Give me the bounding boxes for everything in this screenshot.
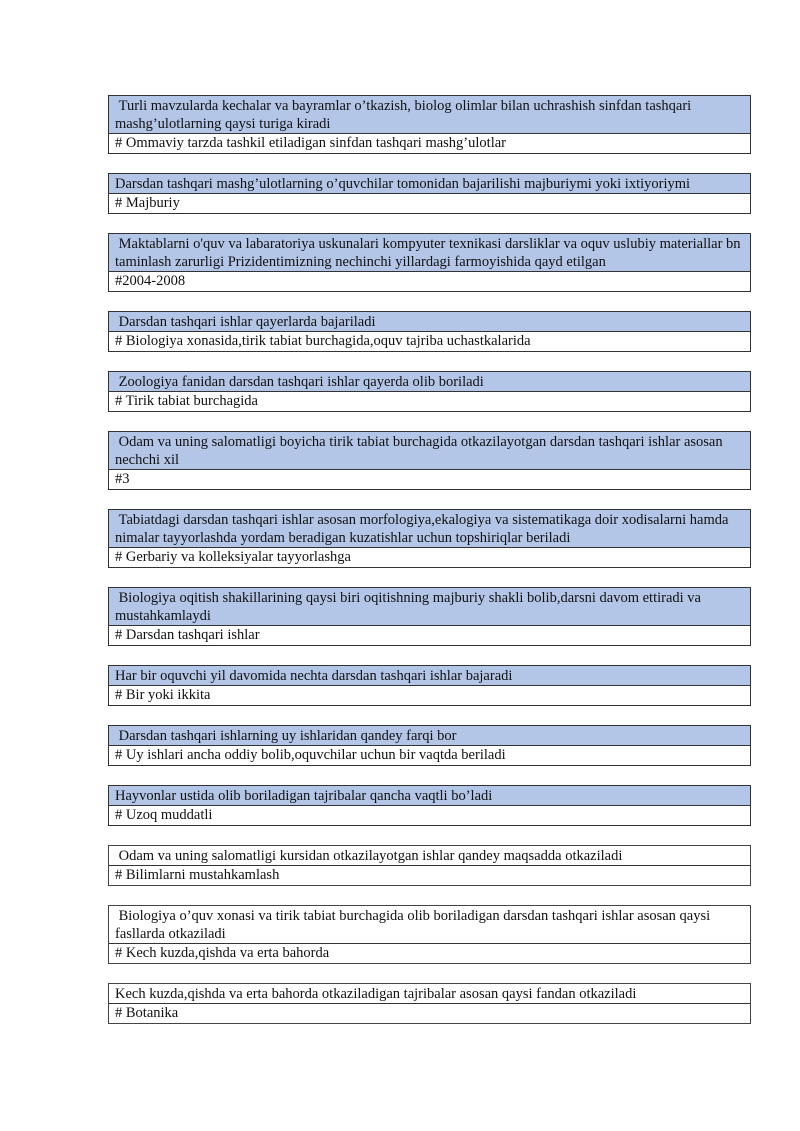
question-block — [108, 431, 751, 490]
question-block — [108, 785, 751, 826]
answer-text: # Gerbariy va kolleksiyalar tayyorlashga — [109, 548, 750, 567]
answer-text: # Tirik tabiat burchagida — [109, 392, 750, 411]
question-text: Zoologiya fanidan darsdan tashqari ishlar qayerda olib boriladi — [109, 372, 750, 392]
answer-text: #2004-2008 — [109, 272, 750, 291]
answer-text: # Majburiy — [109, 194, 750, 213]
question-block — [108, 311, 751, 352]
question-text: Darsdan tashqari ishlar qayerlarda bajariladi — [109, 312, 750, 332]
question-block — [108, 665, 751, 706]
question-block — [108, 845, 751, 886]
question-text: Biologiya oqitish shakillarining qaysi biri oqitishning majburiy shakli bolib,darsni davom ettiradi va mustahkamlaydi — [109, 588, 750, 626]
question-text: Hayvonlar ustida olib boriladigan tajribalar qancha vaqtli bo’ladi — [109, 786, 750, 806]
question-text: Maktablarni o'quv va labaratoriya uskunalari kompyuter texnikasi darsliklar va oquv uslubiy materiallar bn taminlash zarurligi Prizidentimizning nechinchi yillardagi farmoyishida qayd etilgan — [109, 234, 750, 272]
question-text: Odam va uning salomatligi kursidan otkazilayotgan ishlar qandey maqsadda otkaziladi — [109, 846, 750, 866]
answer-text: # Bir yoki ikkita — [109, 686, 750, 705]
answer-text: # Uzoq muddatli — [109, 806, 750, 825]
question-text: Odam va uning salomatligi boyicha tirik tabiat burchagida otkazilayotgan darsdan tashqari ishlar asosan nechchi xil — [109, 432, 750, 470]
qa-list — [108, 95, 751, 1043]
answer-text: # Uy ishlari ancha oddiy bolib,oquvchilar uchun bir vaqtda beriladi — [109, 746, 750, 765]
answer-text: #3 — [109, 470, 750, 489]
question-text: Darsdan tashqari ishlarning uy ishlaridan qandey farqi bor — [109, 726, 750, 746]
question-text: Har bir oquvchi yil davomida nechta darsdan tashqari ishlar bajaradi — [109, 666, 750, 686]
question-text: Kech kuzda,qishda va erta bahorda otkaziladigan tajribalar asosan qaysi fandan otkaziladi — [109, 984, 750, 1004]
question-block — [108, 509, 751, 568]
answer-text: # Botanika — [109, 1004, 750, 1023]
answer-text: # Darsdan tashqari ishlar — [109, 626, 750, 645]
answer-text: # Bilimlarni mustahkamlash — [109, 866, 750, 885]
question-text: Biologiya o’quv xonasi va tirik tabiat burchagida olib boriladigan darsdan tashqari ishlar asosan qaysi fasllarda otkaziladi — [109, 906, 750, 944]
question-block — [108, 587, 751, 646]
question-text: Darsdan tashqari mashg’ulotlarning o’quvchilar tomonidan bajarilishi majburiymi yoki ixtiyoriymi — [109, 174, 750, 194]
question-block — [108, 725, 751, 766]
answer-text: # Biologiya xonasida,tirik tabiat burchagida,oquv tajriba uchastkalarida — [109, 332, 750, 351]
question-text: Turli mavzularda kechalar va bayramlar o’tkazish, biolog olimlar bilan uchrashish sinfdan tashqari mashg’ulotlarning qaysi turiga kiradi — [109, 96, 750, 134]
answer-text: # Kech kuzda,qishda va erta bahorda — [109, 944, 750, 963]
answer-text: # Ommaviy tarzda tashkil etiladigan sinfdan tashqari mashg’ulotlar — [109, 134, 750, 153]
question-block — [108, 905, 751, 964]
question-text: Tabiatdagi darsdan tashqari ishlar asosan morfologiya,ekalogiya va sistematikaga doir xodisalarni hamda nimalar tayyorlashda yordam beradigan kuzatishlar uchun topshiriqlar beriladi — [109, 510, 750, 548]
question-block — [108, 233, 751, 292]
question-block — [108, 983, 751, 1024]
question-block — [108, 95, 751, 154]
question-block — [108, 371, 751, 412]
question-block — [108, 173, 751, 214]
